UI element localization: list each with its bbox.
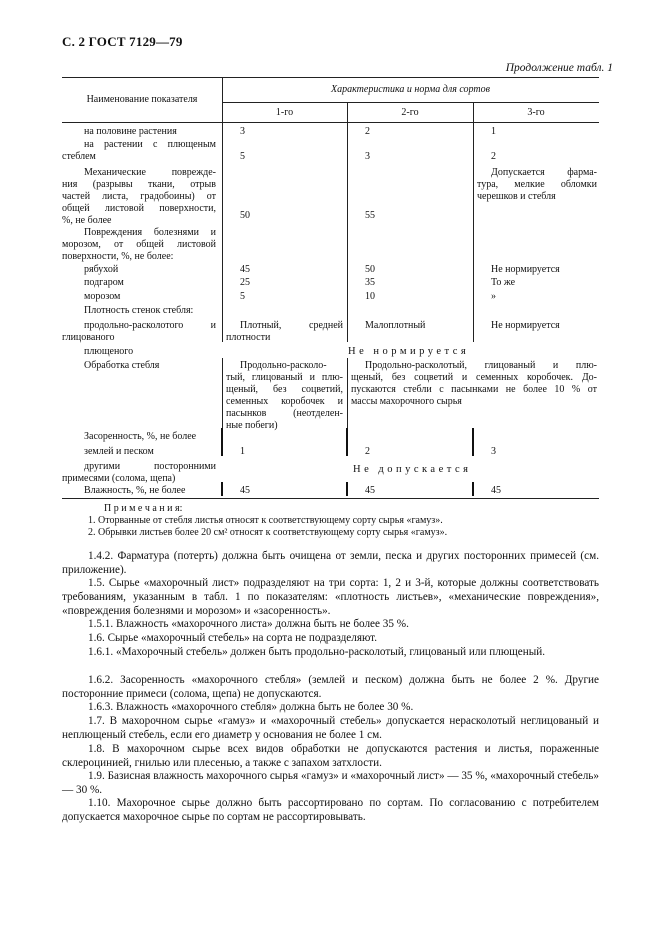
row-half-plant-g1: 3 xyxy=(240,126,245,137)
row-mechanical-g1: 50 xyxy=(240,210,250,221)
row-split-name-line1: продольно-расколотого и xyxy=(84,320,216,331)
row-split-g3: Не нормируется xyxy=(491,320,560,331)
row-other-impurities-name-line1: другими посторонними xyxy=(84,461,216,472)
column-header-indicator: Наименование показателя xyxy=(86,94,198,105)
table-continuation-label: Продолжение табл. 1 xyxy=(505,62,613,74)
grade-3-header: 3-го xyxy=(527,107,545,118)
row-podgar-g3: То же xyxy=(491,277,516,288)
row-processing-g23-line4: массы махорочного сырья xyxy=(351,396,462,407)
row-flattened-name-line2: стеблем xyxy=(62,151,96,162)
row-split-g1-line1: Плотный, средней xyxy=(240,320,343,331)
paragraph-1-7: 1.7. В махорочном сырье «гамуз» и «махорочный стебель» допускается нерасколотый неглицованый и неплющеный стебель, если его диаметр у основания не более 1 см. xyxy=(62,715,599,741)
row-moroz-name: морозом xyxy=(84,291,121,302)
row-soil-g3: 3 xyxy=(491,446,496,457)
row-half-plant-name: на половине растения xyxy=(84,126,177,137)
row-humidity-g2: 45 xyxy=(365,485,375,496)
grade-2-header: 2-го xyxy=(401,107,419,118)
row-moroz-g2: 10 xyxy=(365,291,375,302)
row-disease-name-line1: Повреждения болезнями и xyxy=(84,227,216,238)
row-mechanical-name-line2: ния (разрывы ткани, отрыв xyxy=(62,179,216,190)
row-podgar-name: подгаром xyxy=(84,277,124,288)
row-ryabukha-g1: 45 xyxy=(240,264,250,275)
row-flat-stem-name: плющеного xyxy=(84,346,134,357)
row-ryabukha-g3: Не нормируется xyxy=(491,264,560,275)
row-humidity-g3: 45 xyxy=(491,485,501,496)
row-moroz-g3: » xyxy=(491,291,496,302)
row-ryabukha-name: рябухой xyxy=(84,264,119,275)
row-podgar-g1: 25 xyxy=(240,277,250,288)
row-processing-g1-line2: тый, глицованый и плю- xyxy=(226,372,343,383)
paragraph-1-6-2: 1.6.2. Засоренность «махорочного стебля» (землей и песком) должна быть не более 2 %. Другие посторонние примеси (солома, щепа) не допускаются. xyxy=(62,674,599,700)
paragraph-1-5: 1.5. Сырье «махорочный лист» подразделяют на три сорта: 1, 2 и 3-й, которые должны соответствовать требованиям, указанным в табл. 1 по показателям: «плотность листьев», «механические повреждения», «повреждения болезнями и морозом» и «засоренность». xyxy=(62,577,599,617)
row-half-plant-g2: 2 xyxy=(365,126,370,137)
row-processing-name: Обработка стебля xyxy=(84,360,160,371)
row-processing-g23-line2: щеный, без соцветий и семенных коробочек. До- xyxy=(351,372,597,383)
row-moroz-g1: 5 xyxy=(240,291,245,302)
paragraph-1-5-1: 1.5.1. Влажность «махорочного листа» должна быть не более 35 %. xyxy=(88,618,409,630)
row-processing-g1-line6: ные побеги) xyxy=(226,420,278,431)
row-split-name-line2: глицованого xyxy=(62,332,115,343)
row-contamination-name: Засоренность, %, не более xyxy=(84,431,197,442)
row-mechanical-g3-line1: Допускается фарма- xyxy=(491,167,597,178)
row-mechanical-g3-line3: черешков и стебля xyxy=(477,191,556,202)
notes-title: П р и м е ч а н и я: xyxy=(104,503,183,514)
row-mechanical-name-line5: %, не более xyxy=(62,215,112,226)
row-mechanical-name-line1: Механические повреждe- xyxy=(84,167,216,178)
row-podgar-g2: 35 xyxy=(365,277,375,288)
row-other-impurities-span: Не допускается xyxy=(353,464,472,475)
row-split-g1-line2: плотности xyxy=(226,332,271,343)
row-flat-stem-span: Не нормируется xyxy=(348,346,470,357)
row-processing-g1-line5: пасынков (неотделен- xyxy=(226,408,343,419)
paragraph-1-6: 1.6. Сырье «махорочный стебель» на сорта не подразделяют. xyxy=(88,632,378,644)
paragraph-1-6-3: 1.6.3. Влажность «махорочного стебля» должна быть не более 30 %. xyxy=(88,701,414,713)
row-mechanical-g2: 55 xyxy=(365,210,375,221)
row-mechanical-name-line4: общей листовой поверхности, xyxy=(62,203,216,214)
row-processing-g1-line4: семенных коробочек и xyxy=(226,396,343,407)
paragraph-1-8: 1.8. В махорочном сырье всех видов обработки не допускаются растения и листья, пораженные склероцинией, гнилью или плесенью, а также с запахом затхлости. xyxy=(62,743,599,769)
note-item-2: 2. Обрывки листьев более 20 см² относят к соответствующему сорту сырья «гамуз». xyxy=(88,527,448,538)
row-processing-g1-line3: щеный, без соцветий, xyxy=(226,384,343,395)
row-half-plant-g3: 1 xyxy=(491,126,496,137)
paragraph-1-6-1: 1.6.1. «Махорочный стебель» должен быть продольно-расколотый, глицованый или плющеный. xyxy=(88,646,546,658)
row-flattened-g1: 5 xyxy=(240,151,245,162)
row-processing-g23-line3: пускаются стебли с пасынками не более 10 % от xyxy=(351,384,597,395)
row-split-g2: Малоплотный xyxy=(365,320,426,331)
row-ryabukha-g2: 50 xyxy=(365,264,375,275)
row-disease-name-line3: поверхности, %, не более: xyxy=(62,251,174,262)
row-processing-g1-line1: Продольно-расколо- xyxy=(240,360,327,371)
page-header: С. 2 ГОСТ 7129—79 xyxy=(62,34,183,49)
column-group-header: Характеристика и норма для сортов xyxy=(331,84,490,95)
row-soil-g2: 2 xyxy=(365,446,370,457)
note-item-1: 1. Оторванные от стебля листья относят к соответствующему сорту сырья «гамуз». xyxy=(88,515,443,526)
paragraph-1-10: 1.10. Махорочное сырье должно быть рассортировано по сортам. По согласованию с потребителем допускается махорочное сырье по сортам не рассортировывать. xyxy=(62,797,599,823)
row-humidity-name: Влажность, %, не более xyxy=(84,485,186,496)
paragraph-1-9: 1.9. Базисная влажность махорочного сырья «гамуз» и «махорочный лист» — 35 %, «махорочный стебель» — 30 %. xyxy=(62,770,599,796)
row-disease-name-line2: морозом, от общей листовой xyxy=(62,239,216,250)
paragraph-1-4-2: 1.4.2. Фарматура (потерть) должна быть очищена от земли, песка и других посторонних примесей (см. приложение). xyxy=(62,550,599,576)
row-humidity-g1: 45 xyxy=(240,485,250,496)
grade-1-header: 1-го xyxy=(275,107,294,118)
row-flattened-g3: 2 xyxy=(491,151,496,162)
row-soil-g1: 1 xyxy=(240,446,245,457)
row-flattened-name-line1: на растении с плющеным xyxy=(84,139,216,150)
row-other-impurities-name-line2: примесями (солома, щепа) xyxy=(62,473,176,484)
row-soil-name: землей и песком xyxy=(84,446,154,457)
row-density-name: Плотность стенок стебля: xyxy=(84,305,194,316)
row-flattened-g2: 3 xyxy=(365,151,370,162)
row-processing-g23-line1: Продольно-расколотый, глицованый и плю- xyxy=(365,360,597,371)
row-mechanical-g3-line2: тура, мелкие обломки xyxy=(477,179,597,190)
row-mechanical-name-line3: частей листа, градобоины) от xyxy=(62,191,216,202)
